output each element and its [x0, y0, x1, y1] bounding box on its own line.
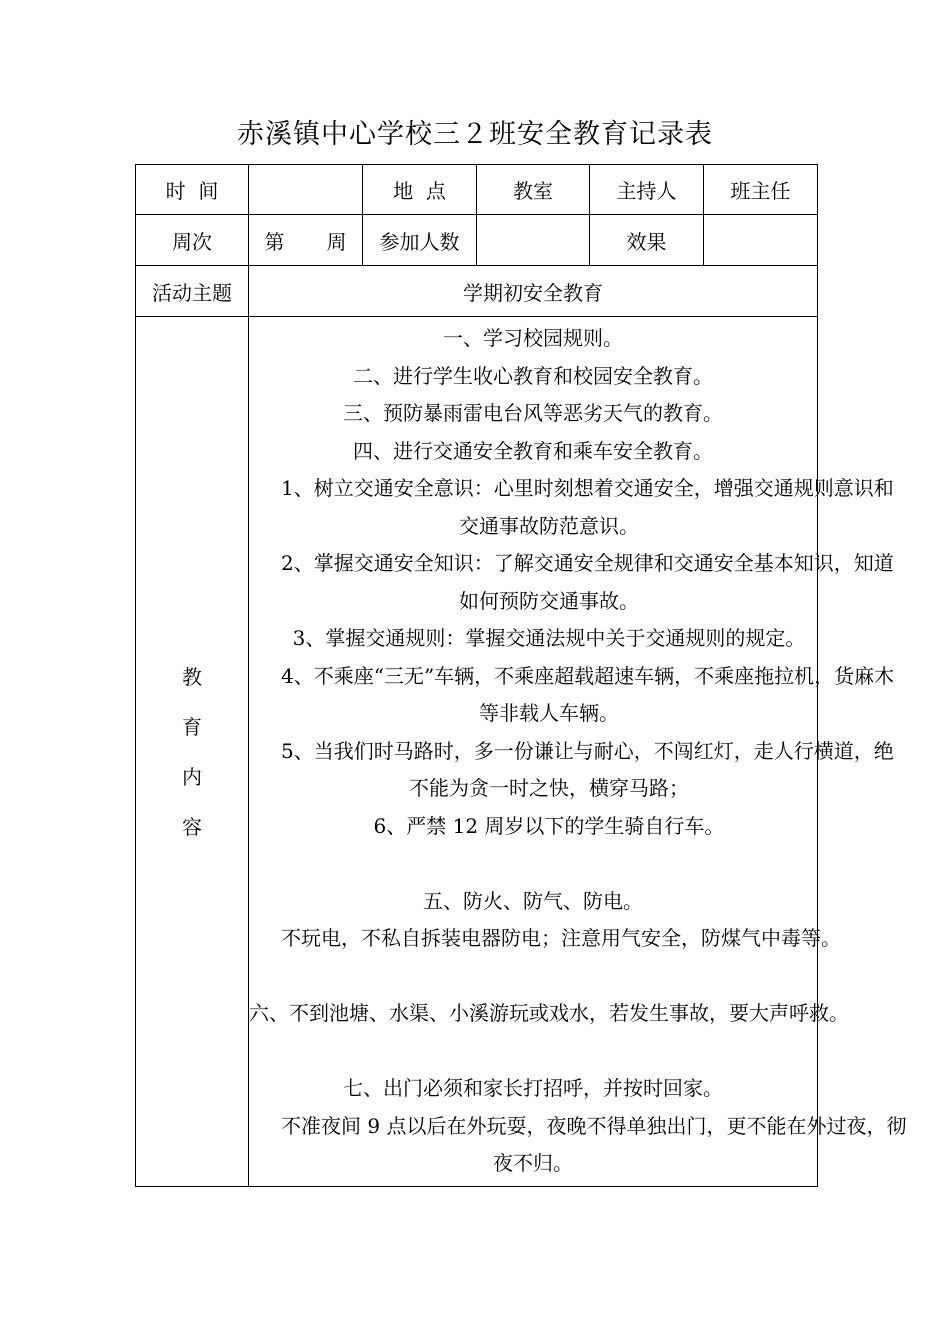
content-line: 不准夜间 9 点以后在外玩耍，夜晚不得单独出门，更不能在外过夜，彻 [281, 1113, 907, 1138]
attendees-value [477, 215, 590, 266]
content-line: 三、预防暴雨雷电台风等恶劣天气的教育。 [343, 401, 723, 426]
table-row [136, 165, 818, 215]
content-line: 4、不乘座“三无”车辆，不乘座超载超速车辆，不乘座拖拉机，货麻木 [281, 663, 895, 688]
place-value: 教室 [477, 165, 590, 215]
theme-label: 活动主题 [136, 266, 249, 317]
table-row [136, 215, 818, 266]
spacer [249, 1033, 817, 1071]
content-line: 交通事故防范意识。 [459, 513, 639, 538]
week-prefix: 第 [264, 229, 285, 254]
content-label [136, 317, 249, 1187]
content-body [249, 317, 907, 1187]
week-suffix: 周 [326, 229, 347, 254]
content-line: 5、当我们时马路时，多一份谦让与耐心，不闯红灯，走人行横道，绝 [281, 738, 894, 763]
record-table [135, 164, 907, 1187]
content-line: 一、学习校园规则。 [443, 326, 623, 351]
effect-label: 效果 [590, 215, 704, 266]
content-line: 6、严禁 12 周岁以下的学生骑自行车。 [373, 813, 725, 838]
attendees-label: 参加人数 [363, 215, 477, 266]
content-line: 二、进行学生收心教育和校园安全教育。 [353, 363, 713, 388]
table-row [136, 266, 818, 317]
time-label: 时 间 [136, 165, 249, 215]
content-line: 不玩电，不私自拆装电器防电；注意用气安全，防煤气中毒等。 [281, 926, 841, 951]
content-line: 夜不归。 [493, 1151, 573, 1176]
host-value: 班主任 [704, 165, 818, 215]
content-line: 不能为贪一时之快，横穿马路； [409, 776, 689, 801]
table-row [136, 317, 818, 1187]
time-value [249, 165, 363, 215]
content-line: 七、出门必须和家长打招呼，并按时回家。 [343, 1076, 723, 1101]
content-label-char: 容 [182, 814, 202, 839]
content-label-char: 教 [182, 664, 202, 689]
content-line: 等非载人车辆。 [479, 701, 619, 726]
spacer [249, 958, 817, 996]
content-label-char: 育 [182, 714, 202, 739]
content-line: 四、进行交通安全教育和乘车安全教育。 [353, 438, 713, 463]
content-label-char: 内 [182, 764, 202, 789]
content-line: 如何预防交通事故。 [459, 588, 639, 613]
content-line: 五、防火、防气、防电。 [423, 888, 643, 913]
content-line: 六、不到池塘、水渠、小溪游玩或戏水，若发生事故，要大声呼救。 [249, 1001, 849, 1026]
host-label: 主持人 [590, 165, 704, 215]
page-title: 赤溪镇中心学校三２班安全教育记录表 [237, 119, 713, 150]
effect-value [704, 215, 818, 266]
week-label: 周次 [136, 215, 249, 266]
content-line: 1、树立交通安全意识：心里时刻想着交通安全，增强交通规则意识和 [281, 476, 894, 501]
content-line: 2、掌握交通安全知识：了解交通安全规律和交通安全基本知识，知道 [281, 551, 894, 576]
place-label: 地 点 [363, 165, 477, 215]
spacer [249, 845, 817, 883]
week-value [249, 215, 363, 266]
theme-value: 学期初安全教育 [249, 266, 818, 317]
content-line: 3、掌握交通规则：掌握交通法规中关于交通规则的规定。 [292, 626, 806, 651]
